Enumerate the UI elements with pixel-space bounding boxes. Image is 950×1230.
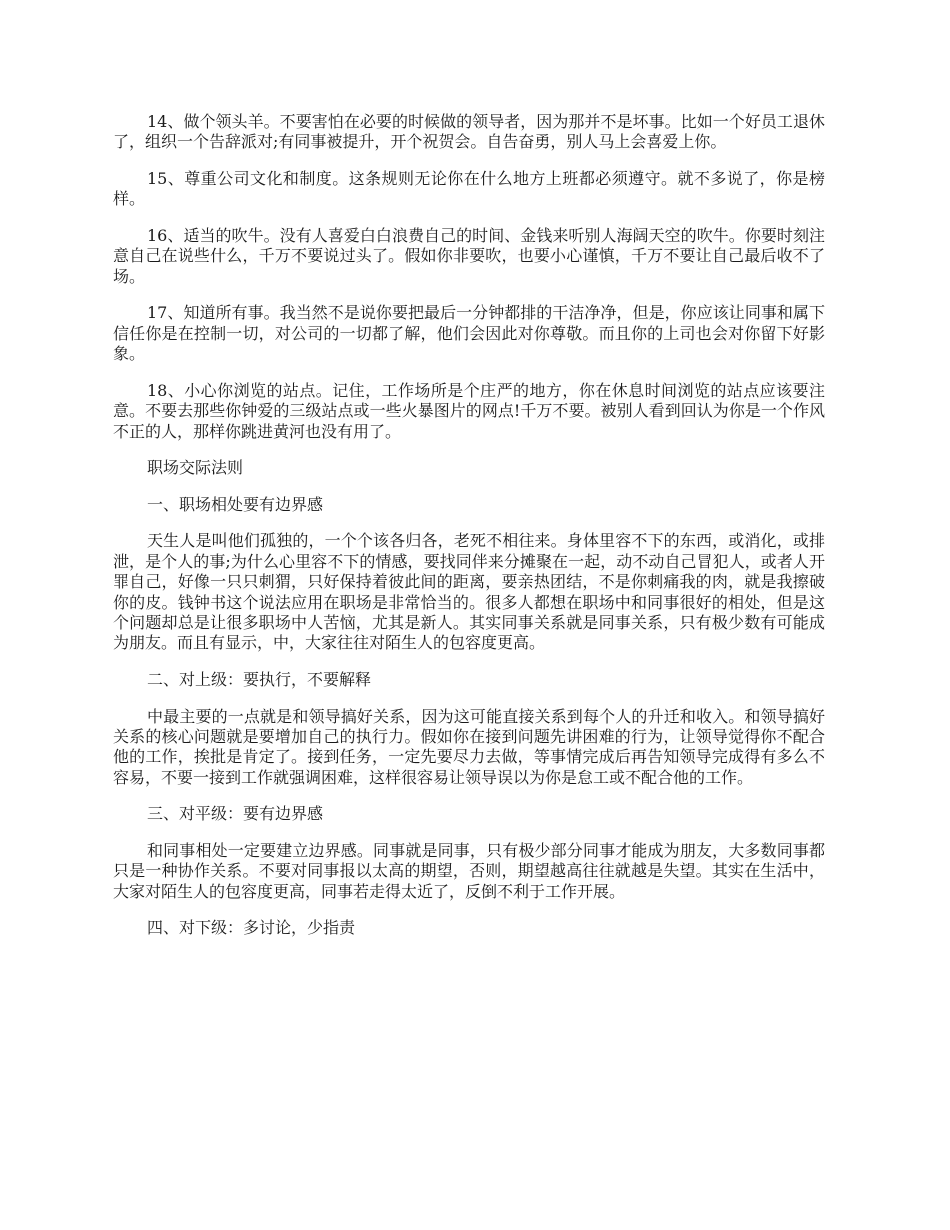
paragraph-superiors-body: 中最主要的一点就是和领导搞好关系，因为这可能直接关系到每个人的升迁和收入。和领导搞好关系的核心问题就是要增加自己的执行力。假如你在接到问题先讲困难的行为，让领导觉得你不配合他的工作，挨批是肯定了。接到任务，一定先要尽力去做，等事情完成后再告知领导完成得有多么不容易，不要一接到工作就强调困难，这样很容易让领导误以为你是怠工或不配合他的工作。 bbox=[113, 706, 825, 787]
paragraph-14-lead: 14、做个领头羊。不要害怕在必要的时候做的领导者，因为那并不是坏事。比如一个好员工退休了，组织一个告辞派对;有同事被提升，开个祝贺会。自告奋勇，别人马上会喜爱上你。 bbox=[113, 112, 825, 152]
paragraph-15-respect-culture: 15、尊重公司文化和制度。这条规则无论你在什么地方上班都必须遵守。就不多说了，你是榜样。 bbox=[113, 169, 825, 209]
paragraph-boundaries-body: 天生人是叫他们孤独的，一个个该各归各，老死不相往来。身体里容不下的东西，或消化，或排泄，是个人的事;为什么心里容不下的情感，要找同伴来分摊聚在一起，动不动自己冒犯人，或者人开罪自己，好像一只只刺猬，只好保持着彼此间的距离，要亲热团结，不是你刺痛我的肉，就是我擦破你的皮。钱钟书这个说法应用在职场是非常恰当的。很多人都想在职场中和同事很好的相处，但是这个问题却总是让很多职场中人苦恼，尤其是新人。其实同事关系就是同事关系，只有极少数有可能成为朋友。而且有显示，中，大家往往对陌生人的包容度更高。 bbox=[113, 531, 825, 653]
paragraph-17-know-everything: 17、知道所有事。我当然不是说你要把最后一分钟都排的干洁净净，但是，你应该让同事和属下信任你是在控制一切，对公司的一切都了解，他们会因此对你尊敬。而且你的上司也会对你留下好影象。 bbox=[113, 303, 825, 364]
heading-boundaries: 一、职场相处要有边界感 bbox=[147, 494, 324, 514]
section-title-workplace-rules: 职场交际法则 bbox=[147, 458, 244, 478]
paragraph-peers-body: 和同事相处一定要建立边界感。同事就是同事，只有极少部分同事才能成为朋友，大多数同事都只是一种协作关系。不要对同事报以太高的期望，否则，期望越高往往就越是失望。其实在生活中，大家对陌生人的包容度更高，同事若走得太近了，反倒不利于工作开展。 bbox=[113, 841, 825, 901]
document-page bbox=[113, 112, 825, 955]
heading-subordinates: 四、对下级：多讨论，少指责 bbox=[147, 918, 356, 938]
paragraph-16-bragging: 16、适当的吹牛。没有人喜爱白白浪费自己的时间、金钱来听别人海阔天空的吹牛。你要时刻注意自己在说些什么，千万不要说过头了。假如你非要吹，也要小心谨慎，千万不要让自己最后收不了场。 bbox=[113, 226, 825, 286]
paragraph-18-websites: 18、小心你浏览的站点。记住，工作场所是个庄严的地方，你在休息时间浏览的站点应该要注意。不要去那些你钟爱的三级站点或一些火暴图片的网点!千万不要。被别人看到回认为你是一个作风不正的人，那样你跳进黄河也没有用了。 bbox=[113, 380, 825, 441]
heading-superiors: 二、对上级：要执行，不要解释 bbox=[147, 670, 372, 690]
heading-peers: 三、对平级：要有边界感 bbox=[147, 804, 324, 824]
